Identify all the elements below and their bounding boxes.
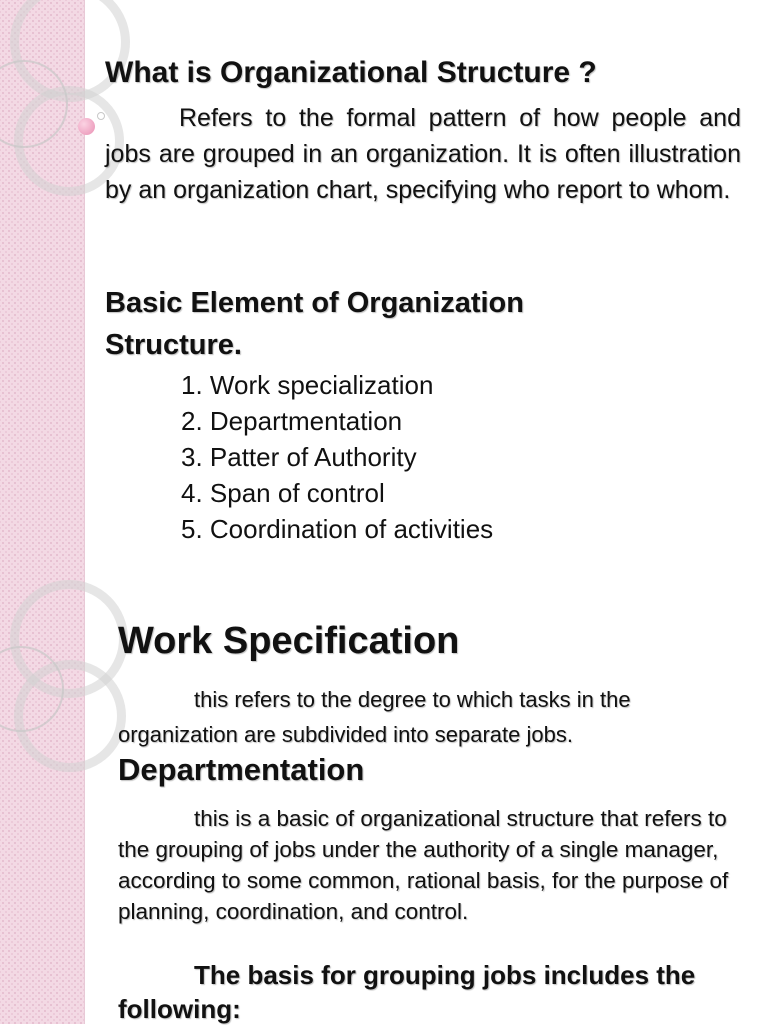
list-item: 4. Span of control: [181, 478, 385, 508]
work-specification-heading: Work Specification: [118, 620, 460, 662]
work-specification-text: this refers to the degree to which tasks in the organization are subdivided into separate jobs.: [118, 687, 631, 747]
departmentation-heading: Departmentation: [118, 752, 365, 787]
definition-paragraph: [105, 100, 741, 208]
slide-heading: What is Organizational Structure ?: [105, 56, 597, 89]
definition-text: Refers to the formal pattern of how people and jobs are grouped in an organization. It is often illustration by an organization chart, specifying who report to whom.: [105, 104, 741, 204]
list-item: 1. Work specialization: [181, 370, 434, 400]
list-item: 5. Coordination of activities: [181, 514, 494, 544]
departmentation-text: this is a basic of organizational structure that refers to the grouping of jobs under the authority of a single manager, according to some common, rational basis, for the purpose of planning, coordination, and control.: [118, 806, 729, 924]
decorative-bead: [78, 118, 95, 135]
basis-paragraph: [118, 958, 738, 1026]
list-item: 3. Patter of Authority: [181, 442, 417, 472]
decorative-bead: [97, 112, 105, 120]
elements-heading: Basic Element of Organization Structure.: [105, 287, 524, 361]
basis-text: The basis for grouping jobs includes the following:: [118, 960, 696, 1024]
elements-list: [181, 367, 493, 547]
work-specification-paragraph: [118, 682, 728, 752]
list-item: 2. Departmentation: [181, 406, 403, 436]
departmentation-paragraph: [118, 803, 738, 927]
